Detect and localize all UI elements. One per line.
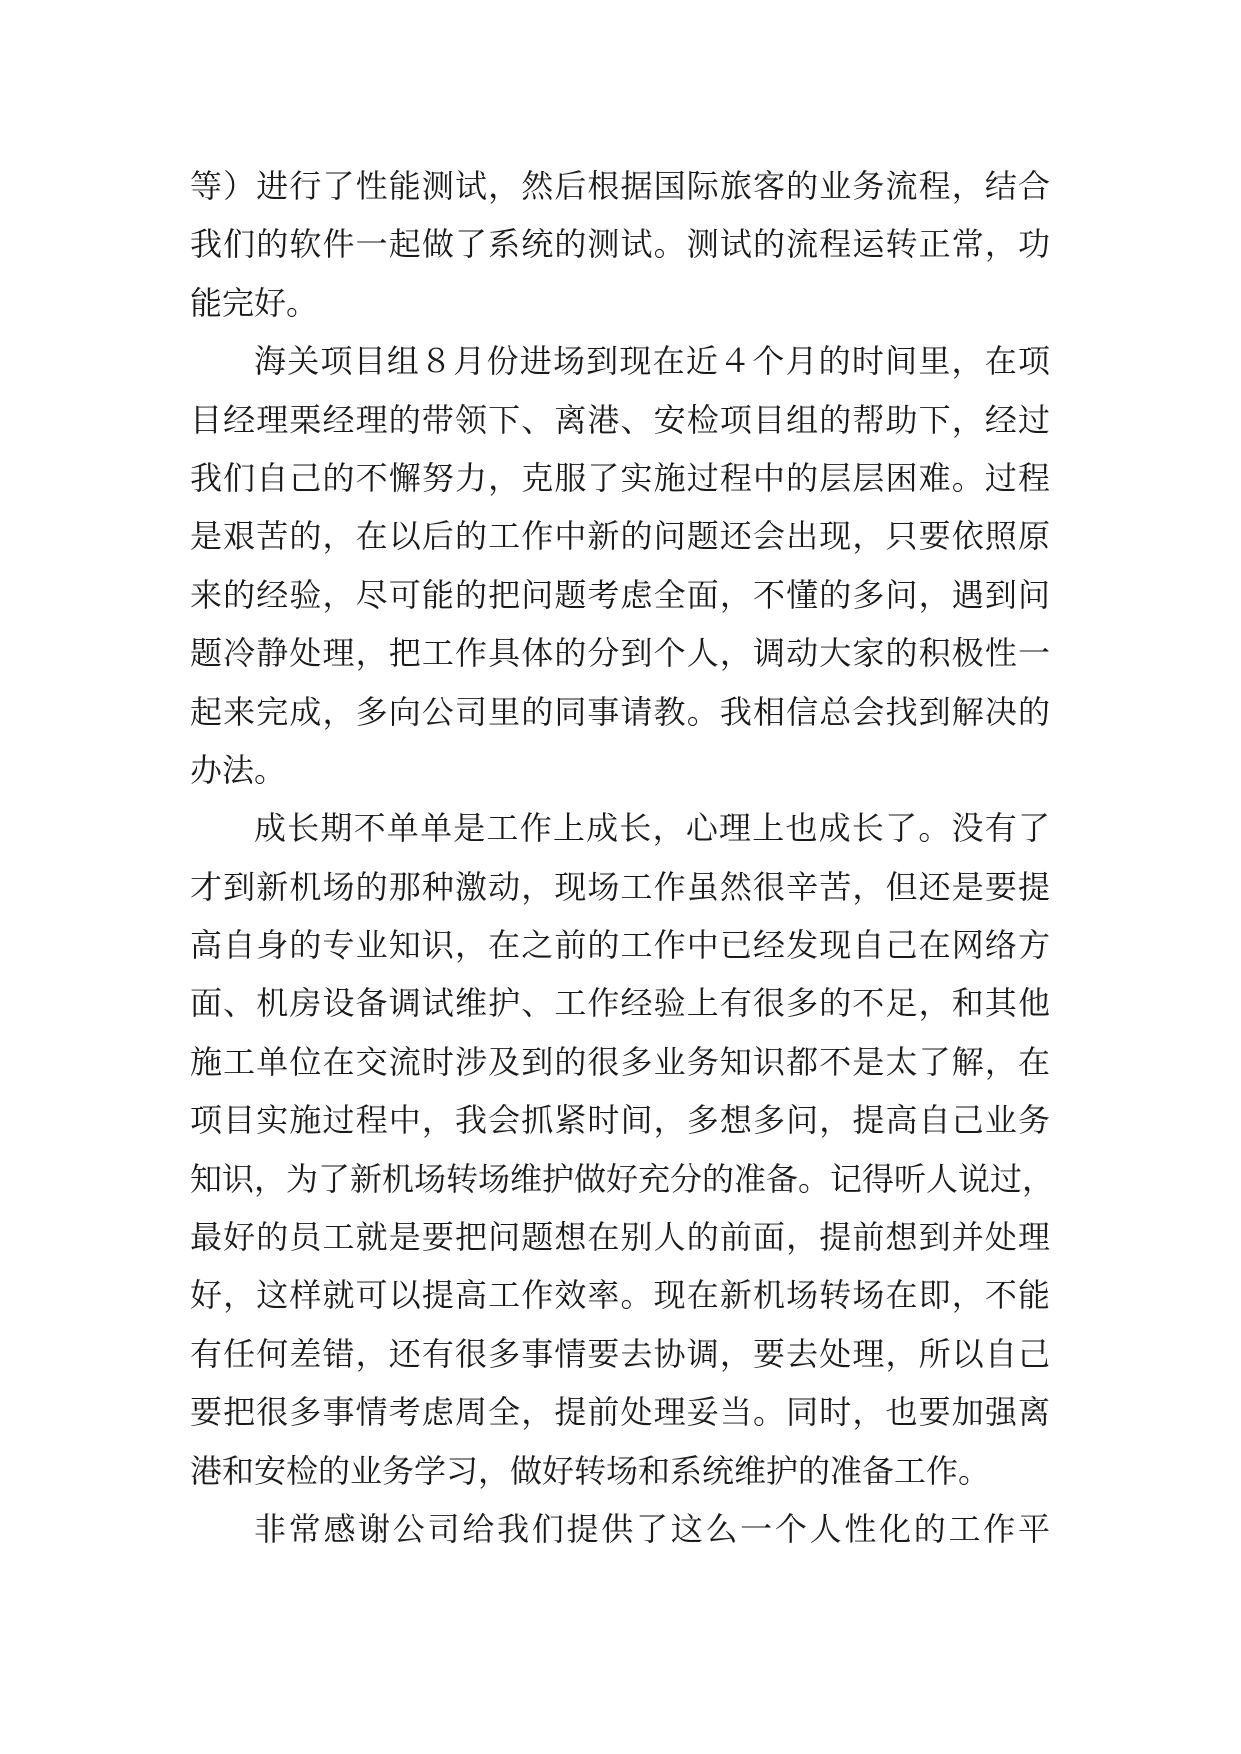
text-line: 目经理栗经理的带领下、离港、安检项目组的帮助下，经过 xyxy=(190,400,1050,439)
text-line: 才到新机场的那种激动，现场工作虽然很辛苦，但还是要提 xyxy=(190,867,1050,906)
text-line: 我们的软件一起做了系统的测试。测试的流程运转正常，功 xyxy=(190,225,1050,264)
text-line: 要把很多事情考虑周全，提前处理妥当。同时，也要加强离 xyxy=(190,1393,1050,1432)
text-line: 海关项目组８月份进场到现在近４个月的时间里，在项 xyxy=(254,342,1050,381)
text-line: 能完好。 xyxy=(190,283,319,322)
text-line: 非常感谢公司给我们提供了这么一个人性化的工作平 xyxy=(254,1509,1050,1548)
text-line: 成长期不单单是工作上成长，心理上也成长了。没有了 xyxy=(254,809,1050,848)
text-line: 题冷静处理，把工作具体的分到个人，调动大家的积极性一 xyxy=(190,634,1050,673)
text-line: 我们自己的不懈努力，克服了实施过程中的层层困难。过程 xyxy=(190,458,1050,497)
text-line: 港和安检的业务学习，做好转场和系统维护的准备工作。 xyxy=(190,1451,991,1490)
paragraph xyxy=(190,1500,1050,1558)
text-line: 高自身的专业知识，在之前的工作中已经发现自己在网络方 xyxy=(190,926,1050,965)
text-line: 办法。 xyxy=(190,750,287,789)
text-line: 面、机房设备调试维护、工作经验上有很多的不足，和其他 xyxy=(190,984,1050,1023)
text-line: 好，这样就可以提高工作效率。现在新机场转场在即，不能 xyxy=(190,1276,1050,1315)
paragraph xyxy=(190,799,1055,1500)
text-line: 有任何差错，还有很多事情要去协调，要去处理，所以自己 xyxy=(190,1334,1050,1373)
paragraph xyxy=(190,157,1050,332)
paragraph xyxy=(190,332,1050,799)
text-line: 起来完成，多向公司里的同事请教。我相信总会找到解决的 xyxy=(190,692,1050,731)
text-line: 项目实施过程中，我会抓紧时间，多想多问，提高自己业务 xyxy=(190,1101,1050,1140)
text-line: 等）进行了性能测试，然后根据国际旅客的业务流程，结合 xyxy=(190,167,1050,205)
text-line: 知识，为了新机场转场维护做好充分的准备。记得听人说过， xyxy=(190,1159,1055,1198)
text-line: 施工单位在交流时涉及到的很多业务知识都不是太了解，在 xyxy=(190,1042,1050,1081)
text-line: 最好的员工就是要把问题想在别人的前面，提前想到并处理 xyxy=(190,1218,1050,1257)
document-body xyxy=(190,157,1055,1558)
text-line: 来的经验，尽可能的把问题考虑全面，不懂的多问，遇到问 xyxy=(190,575,1050,614)
text-line: 是艰苦的，在以后的工作中新的问题还会出现，只要依照原 xyxy=(190,517,1050,556)
